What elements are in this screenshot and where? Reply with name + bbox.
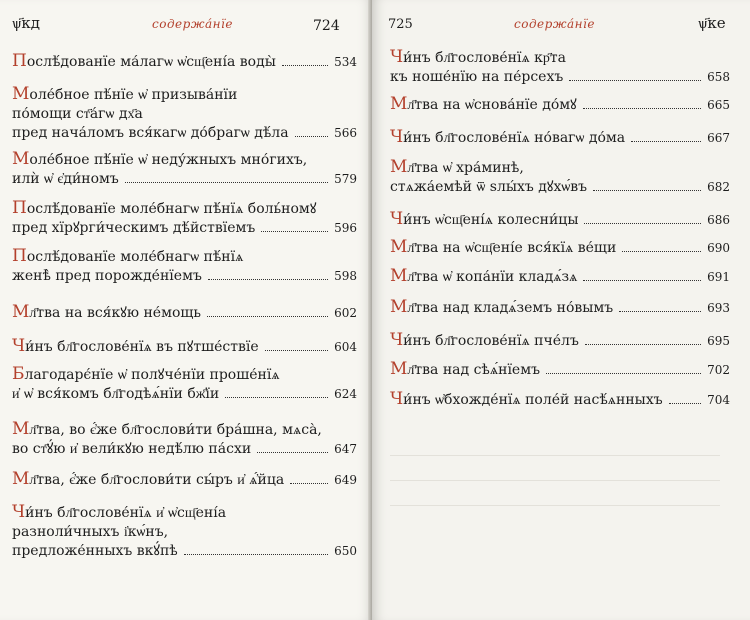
dot-leader xyxy=(585,344,701,345)
toc-entry-title: и́нъ бл҃гослове́нїѧ и҆ ѡ҆сщ҃ені́а xyxy=(25,505,227,521)
toc-entry[interactable] xyxy=(390,390,730,410)
toc-entry-line xyxy=(12,219,357,238)
toc-entry-line xyxy=(12,170,357,189)
toc-entry-title: женѣ̀ пред порожде́нїемъ xyxy=(12,268,202,284)
drop-initial: Ч xyxy=(12,502,26,522)
toc-page-number: 665 xyxy=(707,98,730,112)
toc-entry-title: и́нъ бл҃гослове́нїѧ кр҃та xyxy=(403,50,567,66)
dot-leader xyxy=(207,316,328,317)
dot-leader xyxy=(631,141,701,142)
toc-entry-title: оле́бное пѣ́нїе ѡ҆ неду́жныхъ мно́гихъ, xyxy=(29,152,308,168)
drop-initial: М xyxy=(12,84,30,104)
toc-entry-line xyxy=(12,385,357,404)
left-running-head: содержа́нїе xyxy=(152,17,233,31)
toc-entry-line xyxy=(12,150,357,170)
dot-leader xyxy=(593,190,701,191)
bleed-through-line xyxy=(390,480,720,481)
right-running-head: содержа́нїе xyxy=(514,17,595,31)
toc-entry-line xyxy=(390,178,730,197)
toc-entry-title: и́нъ бл҃гослове́нїѧ но́вагѡ до́ма xyxy=(403,130,626,146)
dot-leader xyxy=(261,231,328,232)
toc-entry-title: и́нъ бл҃гослове́нїѧ пче́лъ xyxy=(403,333,579,349)
toc-page-number: 691 xyxy=(707,270,730,284)
toc-entry-line xyxy=(12,247,357,267)
toc-entry-title: стѧжа́емѣй ѿ ѕлы́хъ дꙋхѡ́въ xyxy=(390,179,587,195)
toc-entry-title: во ст҃ꙋ́ю и҆ вели́кꙋю недѣ́лю па́схи xyxy=(12,441,252,457)
left-folio: ѱ҃кд xyxy=(12,14,41,32)
toc-entry[interactable] xyxy=(390,128,730,148)
toc-entry[interactable] xyxy=(390,360,730,380)
bleed-through-line xyxy=(390,455,720,456)
toc-entry[interactable] xyxy=(12,337,357,357)
toc-page-number: 702 xyxy=(707,363,730,377)
toc-page-number: 667 xyxy=(707,131,730,145)
toc-entry[interactable] xyxy=(390,210,730,230)
toc-entry[interactable] xyxy=(390,331,730,351)
toc-entry-line xyxy=(12,365,357,385)
dot-leader xyxy=(282,65,328,66)
toc-page-number: 604 xyxy=(334,340,357,354)
toc-entry-line xyxy=(12,303,357,323)
dot-leader xyxy=(583,280,701,281)
toc-entry-line xyxy=(390,158,730,178)
bleed-through-line xyxy=(390,505,720,506)
toc-entry-title: л҃тва ѡ҆ хра́минѣ, xyxy=(407,160,524,176)
toc-entry-title: оле́бное пѣ́нїе ѡ҆ призыва́нїи xyxy=(29,87,238,103)
toc-entry[interactable] xyxy=(12,365,357,404)
toc-entry[interactable] xyxy=(12,52,357,72)
toc-entry-line xyxy=(390,128,730,148)
drop-initial: Ч xyxy=(390,47,404,67)
dot-leader xyxy=(569,80,701,81)
dot-leader xyxy=(295,136,329,137)
toc-entry-line xyxy=(12,440,357,459)
toc-entry-title: л҃тва на вся́кꙋю не́мощь xyxy=(29,305,202,321)
toc-entry-title: илѝ ѡ҆ є҆ди́номъ xyxy=(12,171,119,187)
drop-initial: М xyxy=(390,237,408,257)
toc-entry-line xyxy=(390,95,730,115)
drop-initial: П xyxy=(12,246,27,266)
toc-page-number: 690 xyxy=(707,241,730,255)
toc-page-number: 650 xyxy=(334,544,357,558)
drop-initial: П xyxy=(12,51,27,71)
toc-entry[interactable] xyxy=(12,150,357,189)
toc-entry[interactable] xyxy=(390,298,730,318)
toc-entry-title: и́нъ ѡ҆бхожде́нїѧ поле́й насѣ́ѧнныхъ xyxy=(403,392,663,408)
toc-entry-title: ослѣ́дованїе моле́бнагѡ пѣ́нїѧ xyxy=(26,249,244,265)
toc-entry-title: и́нъ бл҃гослове́нїѧ въ пꙋтше́ствїе xyxy=(25,339,259,355)
toc-entry[interactable] xyxy=(390,238,730,258)
dot-leader xyxy=(622,251,701,252)
toc-entry-title: л҃тва над сѣѧ́нїемъ xyxy=(407,362,541,378)
drop-initial: М xyxy=(12,469,30,489)
toc-entry[interactable] xyxy=(12,199,357,238)
toc-entry-line xyxy=(12,337,357,357)
drop-initial: П xyxy=(12,198,27,218)
toc-entry-line xyxy=(12,267,357,286)
toc-entry-line xyxy=(12,85,357,105)
toc-entry-title: л҃тва над кладѧ́земъ но́вымъ xyxy=(407,300,614,316)
toc-entry-line xyxy=(390,390,730,410)
dot-leader xyxy=(669,403,701,404)
toc-entry-title: лагодарє́нїе ѡ҆ полꙋче́нїи проше́нїѧ xyxy=(24,367,280,383)
toc-page-number: 566 xyxy=(334,126,357,140)
dot-leader xyxy=(265,350,328,351)
drop-initial: М xyxy=(390,94,408,114)
drop-initial: М xyxy=(12,302,30,322)
toc-entry[interactable] xyxy=(12,247,357,286)
toc-entry-title: л҃тва, во є҆́же бл҃гослови́ти бра́шна, мѧса̀, xyxy=(29,422,322,438)
toc-entry-title: ослѣ́дованїе ма́лагѡ ѡ҆сщ҃ені́а воды̀ xyxy=(26,54,276,70)
dot-leader xyxy=(257,452,328,453)
toc-entry-line xyxy=(12,420,357,440)
toc-page-number: 649 xyxy=(334,473,357,487)
toc-entry-line xyxy=(12,124,357,143)
toc-entry[interactable] xyxy=(12,85,357,143)
toc-page-number: 704 xyxy=(707,393,730,407)
toc-page-number: 624 xyxy=(334,387,357,401)
toc-entry-title: пред нача́ломъ вся́кагѡ до́брагѡ дѣ́ла xyxy=(12,125,289,141)
drop-initial: Ч xyxy=(390,127,404,147)
toc-entry-line xyxy=(390,238,730,258)
toc-entry-line xyxy=(12,470,357,490)
toc-page-number: 682 xyxy=(707,180,730,194)
left-page xyxy=(0,0,372,620)
drop-initial: Ч xyxy=(390,330,404,350)
toc-page-number: 686 xyxy=(707,213,730,227)
toc-page-number: 598 xyxy=(334,269,357,283)
toc-entry-title: разноли́чныхъ і҆кѡ́нъ, xyxy=(12,524,169,540)
toc-entry-title: л҃тва, є҆́же бл҃гослови́ти сы́ръ и҆ ѧ҆́йца xyxy=(29,472,285,488)
toc-entry-line xyxy=(390,331,730,351)
toc-entry-line xyxy=(390,68,730,87)
toc-entry-line xyxy=(390,360,730,380)
drop-initial: Ч xyxy=(390,209,404,229)
toc-page-number: 695 xyxy=(707,334,730,348)
toc-entry[interactable] xyxy=(390,158,730,197)
toc-page-number: 534 xyxy=(334,55,357,69)
right-page-number: 725 xyxy=(388,17,413,32)
drop-initial: Ч xyxy=(12,336,26,356)
toc-entry-title: предложе́нныхъ вкꙋ́пѣ xyxy=(12,543,178,559)
dot-leader xyxy=(184,554,328,555)
drop-initial: М xyxy=(390,359,408,379)
drop-initial: М xyxy=(390,266,408,286)
toc-entry-line xyxy=(390,267,730,287)
toc-entry-line xyxy=(12,105,357,124)
toc-entry-line xyxy=(390,210,730,230)
toc-entry-line xyxy=(12,542,357,561)
dot-leader xyxy=(290,483,328,484)
dot-leader xyxy=(584,223,701,224)
toc-entry[interactable] xyxy=(12,503,357,561)
toc-entry[interactable] xyxy=(12,470,357,490)
toc-entry-line xyxy=(390,48,730,68)
toc-entry-title: по́мощи ст҃а́гѡ дх҃а xyxy=(12,106,143,122)
left-page-number: 724 xyxy=(313,18,340,34)
toc-entry-title: къ ноше́нїю на пе́рсехъ xyxy=(390,69,564,85)
toc-entry-title: пред хїрꙋрги́ческимъ дѣ́йствїемъ xyxy=(12,220,256,236)
toc-page-number: 596 xyxy=(334,221,357,235)
drop-initial: М xyxy=(12,149,30,169)
dot-leader xyxy=(546,373,701,374)
toc-entry-line xyxy=(390,298,730,318)
toc-page-number: 693 xyxy=(707,301,730,315)
toc-entry-title: и́нъ ѡ҆сщ҃ені́ѧ колесни́цы xyxy=(403,212,579,228)
drop-initial: Б xyxy=(12,364,25,384)
drop-initial: М xyxy=(12,419,30,439)
toc-entry[interactable] xyxy=(390,95,730,115)
dot-leader xyxy=(583,108,701,109)
toc-entry[interactable] xyxy=(12,303,357,323)
dot-leader xyxy=(208,279,328,280)
toc-entry-title: л҃тва на ѡ҆снова́нїе до́мꙋ xyxy=(407,97,577,113)
right-page xyxy=(372,0,750,620)
toc-entry[interactable] xyxy=(390,267,730,287)
toc-entry-line xyxy=(12,523,357,542)
dot-leader xyxy=(619,311,701,312)
toc-entry-title: ослѣ́дованїе моле́бнагѡ пѣ́нїѧ боль́номꙋ xyxy=(26,201,317,217)
toc-entry-line xyxy=(12,199,357,219)
right-folio: ѱ҃ке xyxy=(698,14,726,32)
dot-leader xyxy=(225,397,328,398)
toc-page-number: 602 xyxy=(334,306,357,320)
toc-entry-title: л҃тва на ѡ҆сщ҃ені́е вся́кїѧ ве́щи xyxy=(407,240,617,256)
toc-entry-title: л҃тва ѡ҆ копа́нїи кладѧ́зѧ xyxy=(407,269,578,285)
drop-initial: М xyxy=(390,297,408,317)
toc-page-number: 579 xyxy=(334,172,357,186)
drop-initial: М xyxy=(390,157,408,177)
toc-entry-title: и҆ ѡ҆ вся́комъ бл҃годѣѧ́нїи бж҃їи xyxy=(12,386,220,402)
toc-page-number: 658 xyxy=(707,70,730,84)
drop-initial: Ч xyxy=(390,389,404,409)
toc-entry[interactable] xyxy=(390,48,730,87)
toc-entry[interactable] xyxy=(12,420,357,459)
toc-entry-line xyxy=(12,503,357,523)
toc-entry-line xyxy=(12,52,357,72)
toc-page-number: 647 xyxy=(334,442,357,456)
dot-leader xyxy=(125,182,328,183)
